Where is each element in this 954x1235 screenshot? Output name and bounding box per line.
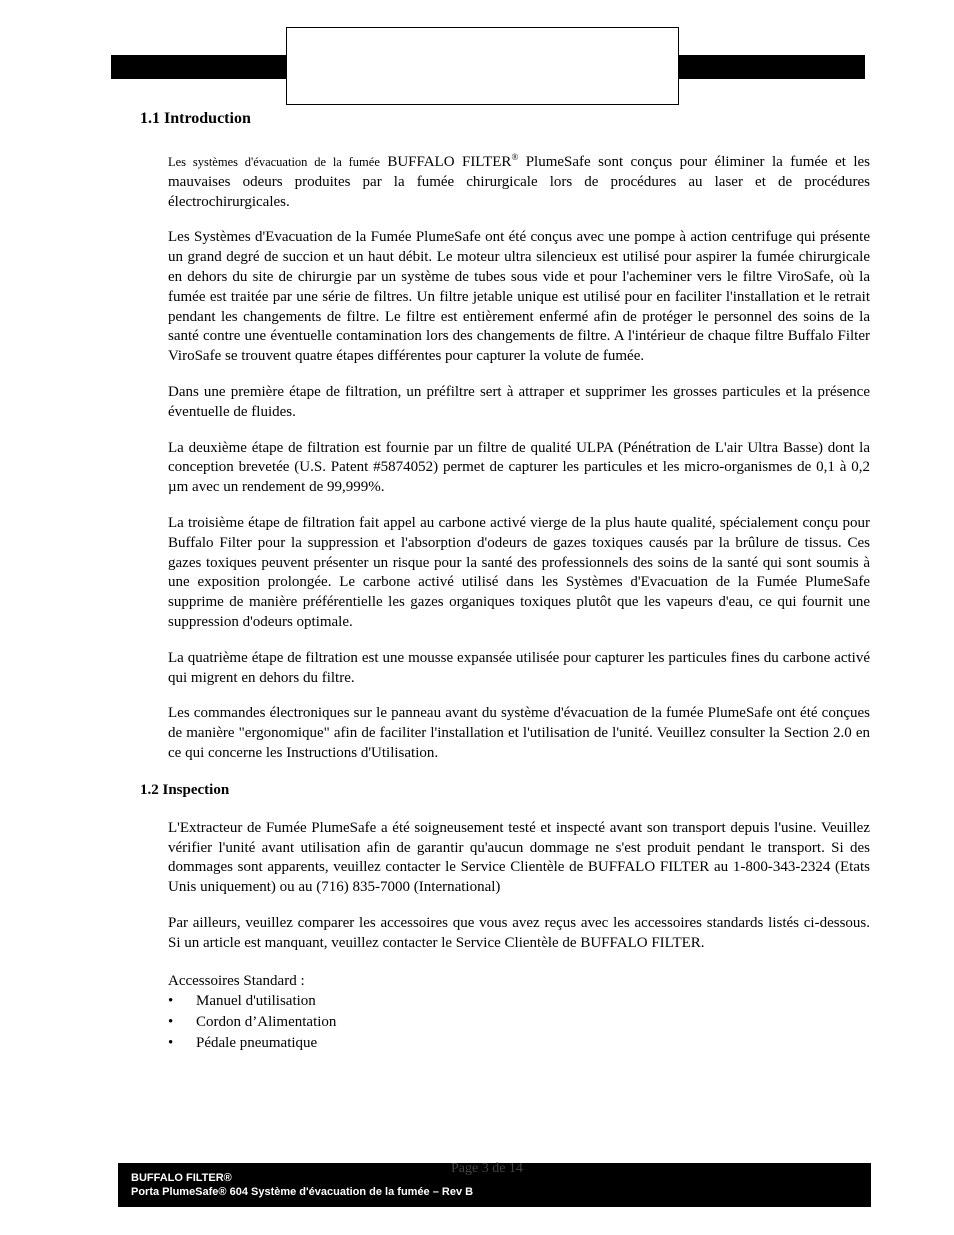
section-title-inspection: 1.2 Inspection	[140, 781, 230, 798]
document-body	[140, 110, 870, 1054]
footer-document-title: Porta PlumeSafe® 604 Système d'évacuation de la fumée – Rev B	[131, 1186, 474, 1198]
inspection-paragraph-1: L'Extracteur de Fumée PlumeSafe a été soigneusement testé et inspecté avant son transport depuis l'usine. Veuillez vérifier l'unité avant utilisation afin de garantir qu'aucun dommage ne s'est produit pendant le transport. Si des dommages sont apparents, veuillez contacter le Service Clientèle de BUFFALO FILTER au 1-800-343-2324 (Etats Unis uniquement) ou au (716) 835-7000 (International)	[168, 819, 870, 896]
intro-p1-rest: PlumeSafe sont conçus pour éliminer la fumée et les mauvaises odeurs produites par la fumée chirurgicale lors de procédures au laser et de procédures électrochirurgicales.	[168, 154, 871, 210]
intro-paragraph-3: Dans une première étape de filtration, un préfiltre sert à attraper et supprimer les grosses particules et la présence éventuelle de fluides.	[168, 383, 870, 420]
list-item: • Pédale pneumatique	[168, 1033, 870, 1054]
accessories-title: Accessoires Standard :	[168, 972, 305, 989]
intro-paragraph-4: La deuxième étape de filtration est fournie par un filtre de qualité ULPA (Pénétration de L'air Ultra Basse) dont la conception brevetée (U.S. Patent #5874052) permet de capturer les particules et les micro-organismes de 0,1 à 0,2 µm avec un rendement de 99,999%.	[168, 439, 870, 496]
header-box	[286, 27, 679, 105]
inspection-paragraph-2: Par ailleurs, veuillez comparer les accessoires que vous avez reçus avec les accessoires standards listés ci-dessous. Si un article est manquant, veuillez contacter le Service Clientèle de BUFFALO FILTER.	[168, 914, 870, 951]
list-item: • Manuel d'utilisation	[168, 991, 870, 1012]
page-number: Page 3 de 14	[451, 1161, 523, 1176]
section-title-introduction: 1.1 Introduction	[140, 110, 251, 127]
bullet-icon: •	[168, 1013, 174, 1030]
bullet-icon: •	[168, 992, 174, 1009]
list-item: • Cordon d’Alimentation	[168, 1012, 870, 1033]
intro-paragraph-7: Les commandes électroniques sur le panneau avant du système d'évacuation de la fumée PlumeSafe ont été conçues de manière "ergonomique" afin de faciliter l'installation et l'utilisation de l'unité. Veuillez consulter la Section 2.0 en ce qui concerne les Instructions d'Utilisation.	[168, 705, 870, 761]
accessories-list	[168, 991, 870, 1054]
bullet-icon: •	[168, 1034, 174, 1051]
intro-paragraph-5: La troisième étape de filtration fait appel au carbone activé vierge de la plus haute qualité, spécialement conçu pour Buffalo Filter pour la suppression et l'absorption d'odeurs de gazes toxiques causés par la brûlure de tissus. Ces gazes toxiques peuvent présenter un risque pour la santé des professionnels des soins de la santé qui sont soumis à une exposition prolongée. Le carbone activé utilisé dans les Systèmes d'Evacuation de la Fumée PlumeSafe supprime de manière préférentielle les gazes organiques toxiques plutôt que les vapeurs d'eau, ce qui fournit une suppression d'odeurs optimale.	[168, 514, 870, 630]
intro-p1-lead: Les systèmes d'évacuation de la fumée	[168, 155, 380, 169]
intro-p1-brand: BUFFALO FILTER	[387, 154, 512, 170]
registered-mark: ®	[511, 152, 519, 162]
footer-brand: BUFFALO FILTER®	[131, 1172, 232, 1184]
intro-paragraph-6: La quatrième étape de filtration est une mousse expansée utilisée pour capturer les particules fines du carbone activé qui migrent en dehors du filtre.	[168, 649, 870, 686]
intro-paragraph-2: Les Systèmes d'Evacuation de la Fumée PlumeSafe ont été conçus avec une pompe à action centrifuge qui présente un grand degré de succion et un haut débit. Le moteur ultra silencieux est utilisé pour aspirer la fumée chirurgicale en dehors du site de chirurgie par un système de tubes sous vide et pour l'acheminer vers le filtre ViroSafe, où la fumée est traitée par une série de filtres. Un filtre jetable unique est utilisé pour en faciliter l'installation et le retrait pendant les changements de filtre. Le filtre est entièrement enfermé afin de protéger le personnel des soins de la santé contre une éventuelle contamination lors des changements de filtre. A l'intérieur de chaque filtre Buffalo Filter ViroSafe se trouvent quatre étapes différentes pour capturer la volute de fumée.	[168, 229, 870, 365]
intro-paragraph-1	[168, 148, 870, 212]
